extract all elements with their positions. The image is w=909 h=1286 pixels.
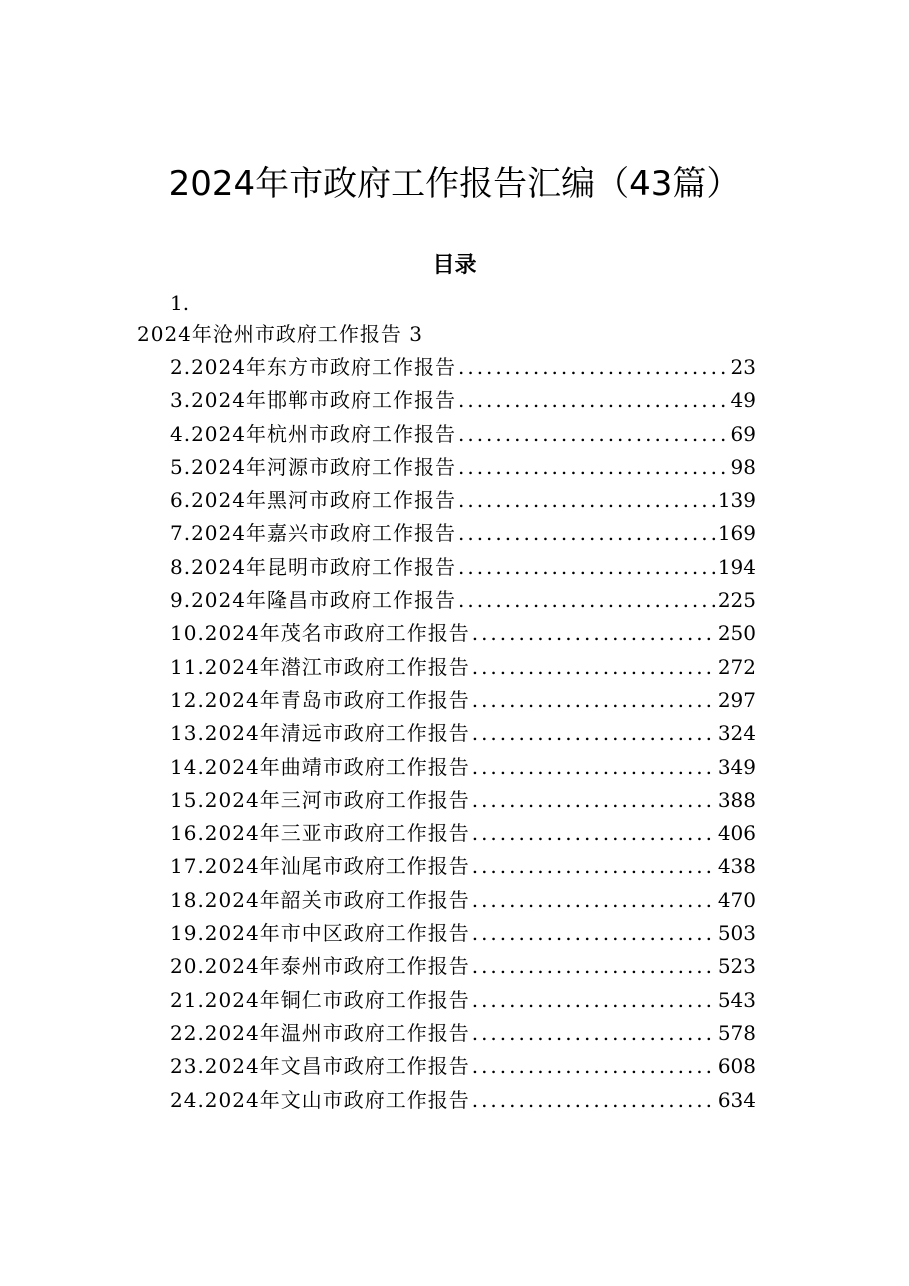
toc-entry-label: 4.2024年杭州市政府工作报告	[170, 421, 456, 446]
toc-entry-label: 20.2024年泰州市政府工作报告	[170, 954, 470, 979]
toc-dot-leader	[458, 451, 729, 484]
toc-entry-label: 14.2024年曲靖市政府工作报告	[170, 754, 470, 779]
toc-entry-page-number: 169	[717, 521, 756, 546]
toc-entry[interactable]	[170, 351, 756, 384]
toc-entry[interactable]	[170, 984, 756, 1017]
toc-entry[interactable]	[170, 1084, 756, 1117]
toc-entry-page-number: 297	[717, 687, 756, 712]
toc-dot-leader	[472, 751, 716, 784]
toc-entry-page-number: 69	[730, 421, 756, 446]
toc-entry-page-number: 503	[717, 921, 756, 946]
toc-entry-page-number: 49	[730, 388, 756, 413]
toc-dot-leader	[458, 584, 716, 617]
toc-entry-label: 17.2024年汕尾市政府工作报告	[170, 854, 470, 879]
toc-entry-label: 23.2024年文昌市政府工作报告	[170, 1054, 470, 1079]
toc-entry-label: 6.2024年黑河市政府工作报告	[170, 488, 456, 513]
toc-dot-leader	[458, 418, 729, 451]
toc-dot-leader	[472, 984, 716, 1017]
toc-entry[interactable]	[170, 717, 756, 750]
toc-entry-page-number: 324	[717, 721, 756, 746]
toc-entry-label: 13.2024年清远市政府工作报告	[170, 721, 470, 746]
toc-dot-leader	[472, 617, 716, 650]
toc-entry-page-number: 349	[717, 754, 756, 779]
toc-entry[interactable]	[170, 684, 756, 717]
toc-entry[interactable]	[170, 418, 756, 451]
toc-entry-label: 8.2024年昆明市政府工作报告	[170, 554, 456, 579]
toc-entry-page-number: 98	[730, 454, 756, 479]
toc-entry-1-text[interactable]: 2024年沧州市政府工作报告 3	[137, 322, 423, 346]
toc-entry-page-number: 406	[717, 821, 756, 846]
toc-dot-leader	[458, 484, 716, 517]
toc-entry-page-number: 523	[717, 954, 756, 979]
toc-dot-leader	[458, 384, 729, 417]
toc-dot-leader	[472, 950, 716, 983]
toc-entry-page-number: 438	[717, 854, 756, 879]
toc-entry-page-number: 634	[717, 1087, 756, 1112]
toc-entry-page-number: 578	[717, 1020, 756, 1045]
toc-heading: 目录	[432, 252, 477, 278]
toc-entry[interactable]	[170, 884, 756, 917]
toc-entry-page-number: 139	[717, 488, 756, 513]
toc-entry-page-number: 388	[717, 787, 756, 812]
toc-entry-label: 12.2024年青岛市政府工作报告	[170, 687, 470, 712]
toc-entry-label: 16.2024年三亚市政府工作报告	[170, 821, 470, 846]
toc-dot-leader	[472, 917, 716, 950]
toc-entry[interactable]	[170, 817, 756, 850]
toc-entry[interactable]	[170, 451, 756, 484]
toc-entry-label: 10.2024年茂名市政府工作报告	[170, 621, 470, 646]
toc-entry[interactable]	[170, 551, 756, 584]
toc-entry[interactable]	[170, 950, 756, 983]
toc-entry-page-number: 23	[730, 355, 756, 379]
toc-entry-page-number: 543	[717, 987, 756, 1012]
toc-entry[interactable]	[170, 1050, 756, 1083]
toc-entry-label: 21.2024年铜仁市政府工作报告	[170, 987, 470, 1012]
toc-entry-label: 24.2024年文山市政府工作报告	[170, 1087, 470, 1112]
toc-dot-leader	[472, 1050, 716, 1083]
toc-entry-page-number: 225	[717, 588, 756, 613]
toc-dot-leader	[472, 1017, 716, 1050]
toc-entry-label: 7.2024年嘉兴市政府工作报告	[170, 521, 456, 546]
toc-entry-page-number: 608	[717, 1054, 756, 1079]
toc-entry[interactable]	[170, 384, 756, 417]
toc-entry-label: 2.2024年东方市政府工作报告	[170, 355, 456, 379]
toc-dot-leader	[458, 351, 729, 384]
toc-entry-label: 3.2024年邯郸市政府工作报告	[170, 388, 456, 413]
toc-entry-label: 15.2024年三河市政府工作报告	[170, 787, 470, 812]
toc-entry[interactable]	[170, 651, 756, 684]
toc-dot-leader	[472, 717, 716, 750]
toc-entry[interactable]	[170, 517, 756, 550]
toc-dot-leader	[472, 1084, 716, 1117]
toc-entry-label: 9.2024年隆昌市政府工作报告	[170, 588, 456, 613]
toc-dot-leader	[472, 784, 716, 817]
toc-entry[interactable]	[170, 584, 756, 617]
toc-entry-1-number[interactable]: 1.	[170, 291, 190, 315]
toc-entry-page-number: 250	[717, 621, 756, 646]
toc-entry-page-number: 470	[717, 887, 756, 912]
toc-entry-page-number: 272	[717, 654, 756, 679]
toc-entry[interactable]	[170, 484, 756, 517]
toc-entry-label: 19.2024年市中区政府工作报告	[170, 921, 470, 946]
toc-entry-page-number: 194	[717, 554, 756, 579]
toc-entry[interactable]	[170, 617, 756, 650]
toc-dot-leader	[472, 684, 716, 717]
toc-dot-leader	[458, 517, 716, 550]
toc-dot-leader	[472, 884, 716, 917]
toc-dot-leader	[472, 850, 716, 883]
toc-dot-leader	[472, 651, 716, 684]
toc-dot-leader	[458, 551, 716, 584]
toc-entry-label: 18.2024年韶关市政府工作报告	[170, 887, 470, 912]
toc-entry-label: 5.2024年河源市政府工作报告	[170, 454, 456, 479]
table-of-contents	[170, 351, 756, 1117]
toc-entry[interactable]	[170, 917, 756, 950]
toc-entry-label: 22.2024年温州市政府工作报告	[170, 1020, 470, 1045]
toc-entry-label: 11.2024年潜江市政府工作报告	[170, 654, 470, 679]
toc-entry[interactable]	[170, 1017, 756, 1050]
toc-entry[interactable]	[170, 850, 756, 883]
toc-entry[interactable]	[170, 784, 756, 817]
toc-entry[interactable]	[170, 751, 756, 784]
document-title: 2024年市政府工作报告汇编（43篇）	[168, 164, 741, 204]
toc-dot-leader	[472, 817, 716, 850]
